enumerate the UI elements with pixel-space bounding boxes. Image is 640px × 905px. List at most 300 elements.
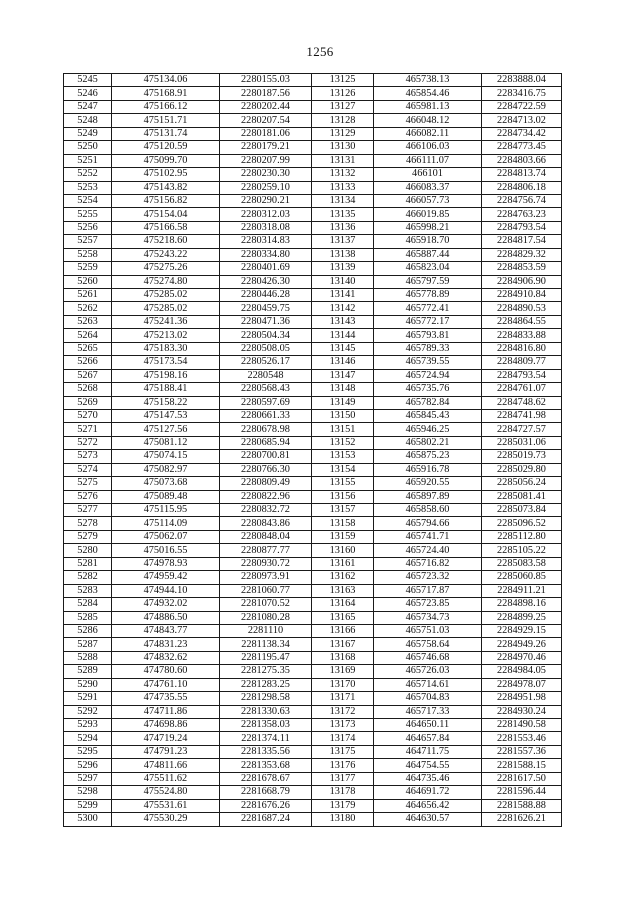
- table-row: [64, 732, 562, 745]
- cell-y-left: 2280446.28: [220, 289, 312, 302]
- cell-y-left: 2280678.98: [220, 423, 312, 436]
- table-row: [64, 598, 562, 611]
- cell-x-right: 464657.84: [374, 732, 482, 745]
- cell-point-id-left: 5292: [64, 705, 112, 718]
- cell-x-right: 466083.37: [374, 181, 482, 194]
- cell-point-id-right: 13148: [312, 383, 374, 396]
- cell-point-id-left: 5271: [64, 423, 112, 436]
- cell-y-left: 2281358.03: [220, 719, 312, 732]
- cell-point-id-right: 13141: [312, 289, 374, 302]
- cell-y-right: 2285029.80: [482, 463, 562, 476]
- cell-y-left: 2280207.54: [220, 114, 312, 127]
- cell-x-left: 475114.09: [112, 517, 220, 530]
- cell-point-id-left: 5274: [64, 463, 112, 476]
- table-row: [64, 450, 562, 463]
- table-row: [64, 719, 562, 732]
- cell-y-left: 2281080.28: [220, 611, 312, 624]
- cell-y-right: 2284722.59: [482, 100, 562, 113]
- cell-y-right: 2281617.50: [482, 772, 562, 785]
- cell-x-left: 475275.26: [112, 262, 220, 275]
- cell-point-id-right: 13126: [312, 87, 374, 100]
- cell-y-right: 2284713.02: [482, 114, 562, 127]
- cell-y-left: 2280230.30: [220, 168, 312, 181]
- table-row: [64, 248, 562, 261]
- cell-y-right: 2284816.80: [482, 342, 562, 355]
- cell-x-left: 475274.80: [112, 275, 220, 288]
- cell-y-right: 2284748.62: [482, 396, 562, 409]
- cell-point-id-right: 13145: [312, 342, 374, 355]
- cell-point-id-left: 5267: [64, 369, 112, 382]
- cell-point-id-right: 13165: [312, 611, 374, 624]
- table-row: [64, 154, 562, 167]
- cell-point-id-right: 13131: [312, 154, 374, 167]
- cell-point-id-left: 5247: [64, 100, 112, 113]
- cell-point-id-left: 5284: [64, 598, 112, 611]
- cell-y-right: 2284930.24: [482, 705, 562, 718]
- cell-x-right: 465858.60: [374, 504, 482, 517]
- cell-point-id-right: 13174: [312, 732, 374, 745]
- cell-y-right: 2284793.54: [482, 369, 562, 382]
- cell-y-right: 2284813.74: [482, 168, 562, 181]
- cell-x-right: 465772.17: [374, 315, 482, 328]
- cell-x-right: 465782.84: [374, 396, 482, 409]
- cell-point-id-right: 13156: [312, 490, 374, 503]
- table-row: [64, 275, 562, 288]
- cell-point-id-left: 5287: [64, 638, 112, 651]
- cell-point-id-left: 5280: [64, 544, 112, 557]
- cell-y-right: 2284741.98: [482, 409, 562, 422]
- cell-point-id-left: 5285: [64, 611, 112, 624]
- cell-point-id-left: 5286: [64, 624, 112, 637]
- table-row: [64, 409, 562, 422]
- cell-x-right: 466082.11: [374, 127, 482, 140]
- cell-y-right: 2284978.07: [482, 678, 562, 691]
- cell-x-right: 465724.94: [374, 369, 482, 382]
- cell-point-id-left: 5257: [64, 235, 112, 248]
- table-row: [64, 517, 562, 530]
- cell-point-id-left: 5263: [64, 315, 112, 328]
- cell-point-id-right: 13166: [312, 624, 374, 637]
- cell-x-left: 475151.71: [112, 114, 220, 127]
- cell-x-right: 465887.44: [374, 248, 482, 261]
- cell-y-left: 2280822.96: [220, 490, 312, 503]
- cell-x-right: 464630.57: [374, 813, 482, 826]
- cell-x-left: 475099.70: [112, 154, 220, 167]
- table-row: [64, 745, 562, 758]
- cell-point-id-right: 13167: [312, 638, 374, 651]
- cell-x-right: 464711.75: [374, 745, 482, 758]
- cell-point-id-right: 13173: [312, 719, 374, 732]
- cell-x-left: 475102.95: [112, 168, 220, 181]
- cell-y-right: 2285112.80: [482, 530, 562, 543]
- cell-point-id-left: 5245: [64, 74, 112, 87]
- cell-x-left: 474780.60: [112, 665, 220, 678]
- cell-x-left: 475156.82: [112, 194, 220, 207]
- cell-point-id-right: 13135: [312, 208, 374, 221]
- cell-x-left: 474959.42: [112, 571, 220, 584]
- cell-point-id-left: 5278: [64, 517, 112, 530]
- cell-y-right: 2283888.04: [482, 74, 562, 87]
- cell-x-left: 475188.41: [112, 383, 220, 396]
- table-row: [64, 665, 562, 678]
- cell-point-id-right: 13149: [312, 396, 374, 409]
- cell-y-right: 2284906.90: [482, 275, 562, 288]
- cell-x-right: 465741.71: [374, 530, 482, 543]
- table-row: [64, 463, 562, 476]
- cell-y-left: 2281275.35: [220, 665, 312, 678]
- cell-point-id-left: 5277: [64, 504, 112, 517]
- cell-point-id-left: 5276: [64, 490, 112, 503]
- cell-point-id-right: 13136: [312, 221, 374, 234]
- cell-y-left: 2280179.21: [220, 141, 312, 154]
- cell-y-right: 2285083.58: [482, 557, 562, 570]
- cell-point-id-right: 13154: [312, 463, 374, 476]
- cell-point-id-left: 5252: [64, 168, 112, 181]
- cell-x-right: 464650.11: [374, 719, 482, 732]
- cell-y-left: 2280877.77: [220, 544, 312, 557]
- cell-y-left: 2280314.83: [220, 235, 312, 248]
- cell-y-left: 2280597.69: [220, 396, 312, 409]
- cell-x-right: 465946.25: [374, 423, 482, 436]
- table-row: [64, 530, 562, 543]
- cell-y-right: 2285096.52: [482, 517, 562, 530]
- cell-y-right: 2284890.53: [482, 302, 562, 315]
- table-row: [64, 262, 562, 275]
- cell-point-id-right: 13140: [312, 275, 374, 288]
- cell-x-left: 475524.80: [112, 786, 220, 799]
- cell-y-left: 2280848.04: [220, 530, 312, 543]
- table-row: [64, 194, 562, 207]
- cell-x-left: 475168.91: [112, 87, 220, 100]
- cell-x-right: 465734.73: [374, 611, 482, 624]
- cell-point-id-right: 13138: [312, 248, 374, 261]
- cell-y-right: 2284910.84: [482, 289, 562, 302]
- cell-y-right: 2284773.45: [482, 141, 562, 154]
- table-row: [64, 624, 562, 637]
- cell-point-id-left: 5293: [64, 719, 112, 732]
- cell-x-left: 475530.29: [112, 813, 220, 826]
- cell-y-left: 2281353.68: [220, 759, 312, 772]
- cell-y-left: 2280504.34: [220, 329, 312, 342]
- cell-y-left: 2280290.21: [220, 194, 312, 207]
- cell-point-id-left: 5251: [64, 154, 112, 167]
- cell-y-right: 2284727.57: [482, 423, 562, 436]
- cell-x-left: 474978.93: [112, 557, 220, 570]
- cell-x-left: 475074.15: [112, 450, 220, 463]
- cell-x-left: 474711.86: [112, 705, 220, 718]
- cell-x-left: 474832.62: [112, 651, 220, 664]
- cell-y-left: 2280661.33: [220, 409, 312, 422]
- cell-point-id-left: 5299: [64, 799, 112, 812]
- cell-x-right: 465920.55: [374, 477, 482, 490]
- cell-x-left: 475062.07: [112, 530, 220, 543]
- cell-point-id-right: 13157: [312, 504, 374, 517]
- cell-x-left: 475173.54: [112, 356, 220, 369]
- cell-x-left: 474831.23: [112, 638, 220, 651]
- cell-x-right: 466019.85: [374, 208, 482, 221]
- cell-x-left: 475081.12: [112, 436, 220, 449]
- table-row: [64, 584, 562, 597]
- cell-point-id-right: 13155: [312, 477, 374, 490]
- table-row: [64, 87, 562, 100]
- cell-y-right: 2284853.59: [482, 262, 562, 275]
- cell-y-left: 2280930.72: [220, 557, 312, 570]
- cell-x-right: 465735.76: [374, 383, 482, 396]
- cell-point-id-right: 13125: [312, 74, 374, 87]
- cell-y-right: 2284763.23: [482, 208, 562, 221]
- cell-y-left: 2281374.11: [220, 732, 312, 745]
- cell-point-id-left: 5261: [64, 289, 112, 302]
- cell-point-id-left: 5275: [64, 477, 112, 490]
- cell-point-id-left: 5296: [64, 759, 112, 772]
- cell-y-left: 2280809.49: [220, 477, 312, 490]
- cell-point-id-right: 13171: [312, 692, 374, 705]
- cell-y-right: 2284984.05: [482, 665, 562, 678]
- cell-point-id-right: 13144: [312, 329, 374, 342]
- cell-point-id-right: 13142: [312, 302, 374, 315]
- cell-y-left: 2280459.75: [220, 302, 312, 315]
- table-row: [64, 114, 562, 127]
- cell-point-id-left: 5266: [64, 356, 112, 369]
- cell-y-left: 2280259.10: [220, 181, 312, 194]
- cell-y-left: 2280401.69: [220, 262, 312, 275]
- cell-point-id-left: 5249: [64, 127, 112, 140]
- cell-x-left: 475241.36: [112, 315, 220, 328]
- cell-y-right: 2284793.54: [482, 221, 562, 234]
- cell-y-left: 2281330.63: [220, 705, 312, 718]
- table-row: [64, 772, 562, 785]
- table-row: [64, 181, 562, 194]
- coordinates-table-body: [64, 74, 562, 827]
- cell-point-id-right: 13178: [312, 786, 374, 799]
- cell-y-left: 2280334.80: [220, 248, 312, 261]
- cell-point-id-left: 5273: [64, 450, 112, 463]
- cell-x-right: 465998.21: [374, 221, 482, 234]
- table-row: [64, 638, 562, 651]
- cell-point-id-left: 5264: [64, 329, 112, 342]
- cell-x-right: 465823.04: [374, 262, 482, 275]
- cell-x-left: 475143.82: [112, 181, 220, 194]
- table-row: [64, 356, 562, 369]
- table-row: [64, 651, 562, 664]
- cell-y-left: 2281060.77: [220, 584, 312, 597]
- cell-x-left: 475531.61: [112, 799, 220, 812]
- cell-y-left: 2281687.24: [220, 813, 312, 826]
- cell-point-id-right: 13169: [312, 665, 374, 678]
- cell-x-left: 475082.97: [112, 463, 220, 476]
- cell-x-left: 475134.06: [112, 74, 220, 87]
- cell-x-right: 465751.03: [374, 624, 482, 637]
- cell-x-right: 465802.21: [374, 436, 482, 449]
- cell-x-right: 465794.66: [374, 517, 482, 530]
- cell-x-left: 475016.55: [112, 544, 220, 557]
- cell-point-id-right: 13137: [312, 235, 374, 248]
- cell-y-right: 2281596.44: [482, 786, 562, 799]
- cell-x-left: 474944.10: [112, 584, 220, 597]
- table-row: [64, 611, 562, 624]
- cell-point-id-right: 13129: [312, 127, 374, 140]
- cell-x-right: 465739.55: [374, 356, 482, 369]
- cell-x-right: 465918.70: [374, 235, 482, 248]
- cell-point-id-left: 5290: [64, 678, 112, 691]
- cell-x-left: 475115.95: [112, 504, 220, 517]
- cell-point-id-left: 5297: [64, 772, 112, 785]
- cell-x-left: 475131.74: [112, 127, 220, 140]
- cell-x-left: 475198.16: [112, 369, 220, 382]
- cell-x-left: 474843.77: [112, 624, 220, 637]
- cell-y-right: 2285031.06: [482, 436, 562, 449]
- cell-y-left: 2280685.94: [220, 436, 312, 449]
- table-row: [64, 786, 562, 799]
- cell-point-id-left: 5283: [64, 584, 112, 597]
- cell-x-right: 466048.12: [374, 114, 482, 127]
- cell-x-right: 465723.32: [374, 571, 482, 584]
- cell-x-left: 474886.50: [112, 611, 220, 624]
- cell-x-right: 465704.83: [374, 692, 482, 705]
- cell-y-left: 2281283.25: [220, 678, 312, 691]
- cell-point-id-left: 5282: [64, 571, 112, 584]
- table-row: [64, 571, 562, 584]
- cell-y-left: 2280312.03: [220, 208, 312, 221]
- cell-x-right: 466057.73: [374, 194, 482, 207]
- cell-point-id-right: 13133: [312, 181, 374, 194]
- cell-x-left: 475213.02: [112, 329, 220, 342]
- cell-point-id-right: 13132: [312, 168, 374, 181]
- cell-y-right: 2285060.85: [482, 571, 562, 584]
- cell-x-left: 475158.22: [112, 396, 220, 409]
- cell-x-right: 464691.72: [374, 786, 482, 799]
- table-row: [64, 329, 562, 342]
- table-row: [64, 504, 562, 517]
- cell-point-id-right: 13158: [312, 517, 374, 530]
- cell-x-left: 474719.24: [112, 732, 220, 745]
- table-row: [64, 692, 562, 705]
- cell-x-left: 474811.66: [112, 759, 220, 772]
- cell-point-id-left: 5294: [64, 732, 112, 745]
- cell-x-right: 465981.13: [374, 100, 482, 113]
- cell-x-left: 475511.62: [112, 772, 220, 785]
- cell-y-right: 2285056.24: [482, 477, 562, 490]
- cell-point-id-right: 13128: [312, 114, 374, 127]
- cell-point-id-left: 5295: [64, 745, 112, 758]
- cell-y-left: 2280181.06: [220, 127, 312, 140]
- cell-x-left: 475154.04: [112, 208, 220, 221]
- cell-point-id-right: 13150: [312, 409, 374, 422]
- cell-y-right: 2284756.74: [482, 194, 562, 207]
- cell-x-right: 465797.59: [374, 275, 482, 288]
- cell-point-id-right: 13168: [312, 651, 374, 664]
- cell-y-right: 2285105.22: [482, 544, 562, 557]
- cell-point-id-left: 5258: [64, 248, 112, 261]
- cell-y-right: 2284899.25: [482, 611, 562, 624]
- cell-point-id-left: 5288: [64, 651, 112, 664]
- cell-y-right: 2285073.84: [482, 504, 562, 517]
- cell-x-right: 465723.85: [374, 598, 482, 611]
- cell-y-left: 2280155.03: [220, 74, 312, 87]
- cell-point-id-left: 5272: [64, 436, 112, 449]
- table-row: [64, 74, 562, 87]
- cell-point-id-right: 13180: [312, 813, 374, 826]
- cell-y-left: 2281195.47: [220, 651, 312, 664]
- cell-y-right: 2281588.88: [482, 799, 562, 812]
- cell-x-right: 464735.46: [374, 772, 482, 785]
- cell-y-right: 2284761.07: [482, 383, 562, 396]
- table-row: [64, 396, 562, 409]
- cell-y-left: 2280832.72: [220, 504, 312, 517]
- cell-x-right: 466106.03: [374, 141, 482, 154]
- cell-point-id-right: 13161: [312, 557, 374, 570]
- cell-y-right: 2284829.32: [482, 248, 562, 261]
- cell-y-left: 2280187.56: [220, 87, 312, 100]
- table-row: [64, 221, 562, 234]
- cell-y-left: 2281138.34: [220, 638, 312, 651]
- cell-y-right: 2284803.66: [482, 154, 562, 167]
- cell-y-left: 2280426.30: [220, 275, 312, 288]
- cell-point-id-left: 5281: [64, 557, 112, 570]
- cell-point-id-right: 13164: [312, 598, 374, 611]
- cell-point-id-right: 13172: [312, 705, 374, 718]
- cell-y-left: 2281110: [220, 624, 312, 637]
- table-row: [64, 141, 562, 154]
- cell-y-right: 2284929.15: [482, 624, 562, 637]
- cell-x-right: 465854.46: [374, 87, 482, 100]
- cell-point-id-left: 5260: [64, 275, 112, 288]
- cell-point-id-right: 13163: [312, 584, 374, 597]
- table-row: [64, 302, 562, 315]
- cell-y-right: 2284898.16: [482, 598, 562, 611]
- cell-point-id-left: 5254: [64, 194, 112, 207]
- cell-point-id-left: 5256: [64, 221, 112, 234]
- cell-x-right: 466101: [374, 168, 482, 181]
- table-row: [64, 557, 562, 570]
- table-row: [64, 100, 562, 113]
- cell-x-right: 466111.07: [374, 154, 482, 167]
- cell-y-right: 2284970.46: [482, 651, 562, 664]
- cell-y-left: 2281676.26: [220, 799, 312, 812]
- cell-point-id-left: 5298: [64, 786, 112, 799]
- cell-y-left: 2280508.05: [220, 342, 312, 355]
- cell-y-left: 2281335.56: [220, 745, 312, 758]
- cell-point-id-right: 13146: [312, 356, 374, 369]
- cell-y-left: 2281668.79: [220, 786, 312, 799]
- cell-point-id-left: 5289: [64, 665, 112, 678]
- table-row: [64, 678, 562, 691]
- cell-y-right: 2285019.73: [482, 450, 562, 463]
- cell-point-id-left: 5259: [64, 262, 112, 275]
- cell-y-right: 2281588.15: [482, 759, 562, 772]
- cell-x-right: 465875.23: [374, 450, 482, 463]
- cell-point-id-right: 13159: [312, 530, 374, 543]
- cell-x-right: 465738.13: [374, 74, 482, 87]
- cell-y-left: 2280700.81: [220, 450, 312, 463]
- cell-y-left: 2280202.44: [220, 100, 312, 113]
- cell-point-id-left: 5250: [64, 141, 112, 154]
- cell-point-id-right: 13134: [312, 194, 374, 207]
- cell-x-right: 465717.87: [374, 584, 482, 597]
- table-row: [64, 369, 562, 382]
- table-row: [64, 799, 562, 812]
- cell-x-right: 464754.55: [374, 759, 482, 772]
- table-row: [64, 383, 562, 396]
- cell-point-id-left: 5265: [64, 342, 112, 355]
- cell-y-right: 2281626.21: [482, 813, 562, 826]
- cell-x-left: 475285.02: [112, 302, 220, 315]
- cell-x-left: 475147.53: [112, 409, 220, 422]
- cell-y-right: 2281490.58: [482, 719, 562, 732]
- cell-y-right: 2283416.75: [482, 87, 562, 100]
- cell-point-id-right: 13151: [312, 423, 374, 436]
- table-row: [64, 813, 562, 826]
